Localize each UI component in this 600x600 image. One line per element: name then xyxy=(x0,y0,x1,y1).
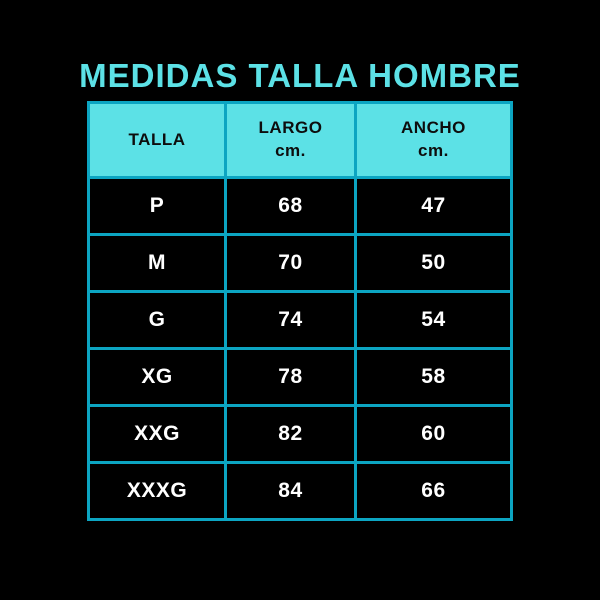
table-row xyxy=(89,349,512,406)
cell-size: XXG xyxy=(89,406,226,463)
header-cell-ancho xyxy=(355,103,511,178)
table-row xyxy=(89,406,512,463)
cell-size: XXXG xyxy=(89,463,226,520)
table-header-row xyxy=(89,103,512,178)
header-sub-ancho: cm. xyxy=(418,141,449,161)
cell-largo: 74 xyxy=(226,292,356,349)
cell-largo: 68 xyxy=(226,178,356,235)
cell-largo: 84 xyxy=(226,463,356,520)
cell-size: G xyxy=(89,292,226,349)
cell-ancho: 58 xyxy=(355,349,511,406)
table-row xyxy=(89,292,512,349)
cell-size: P xyxy=(89,178,226,235)
header-label-ancho: ANCHO xyxy=(401,118,466,138)
cell-ancho: 60 xyxy=(355,406,511,463)
cell-ancho: 66 xyxy=(355,463,511,520)
size-chart-table xyxy=(87,101,513,521)
header-cell-talla xyxy=(89,103,226,178)
header-label-largo: LARGO xyxy=(258,118,323,138)
header-cell-largo xyxy=(226,103,356,178)
table-row xyxy=(89,178,512,235)
cell-size: M xyxy=(89,235,226,292)
cell-largo: 82 xyxy=(226,406,356,463)
cell-ancho: 54 xyxy=(355,292,511,349)
cell-largo: 70 xyxy=(226,235,356,292)
cell-size: XG xyxy=(89,349,226,406)
cell-ancho: 50 xyxy=(355,235,511,292)
header-label-talla: TALLA xyxy=(128,129,186,149)
page-title: MEDIDAS TALLA HOMBRE xyxy=(79,57,521,94)
table-row xyxy=(89,235,512,292)
cell-largo: 78 xyxy=(226,349,356,406)
table-row xyxy=(89,463,512,520)
cell-ancho: 47 xyxy=(355,178,511,235)
header-sub-largo: cm. xyxy=(275,141,306,161)
